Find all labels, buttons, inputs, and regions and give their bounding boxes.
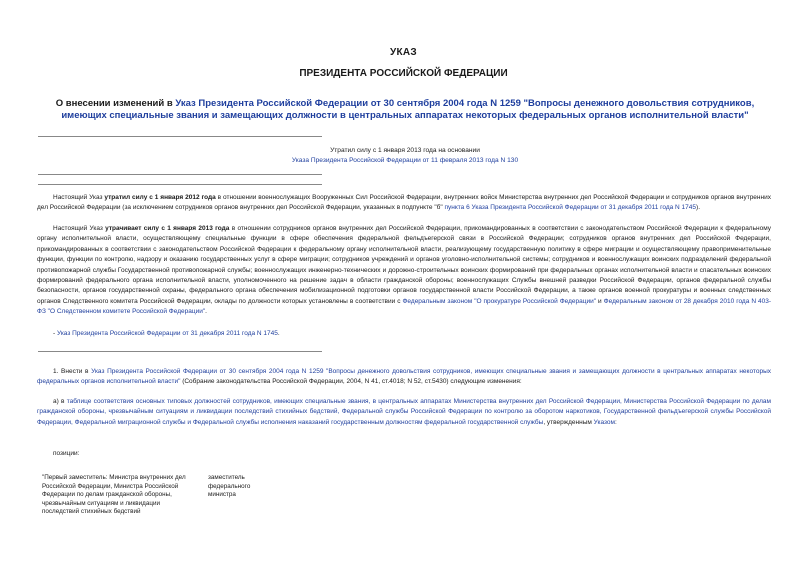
text: в отношении военнослужащих Вооруженных Сил Российской Федерации, внутренних войск Министерства внутренних дел Российской Федерации и сотрудников органов внутренних дел Российской Федерации (за исключением сотрудников органов внутренних дел Российской Федерации, указанных в подпункте "б" [37, 194, 771, 212]
bold-text: утратил силу с 1 января 2012 года [104, 194, 216, 201]
text: . [205, 308, 207, 316]
paragraph-item-a [37, 397, 771, 428]
table-cell-rank: заместитель федерального министра [208, 474, 251, 498]
text: позиции: [53, 450, 80, 457]
doc-title-prefix: О внесении изменений в [55, 98, 176, 109]
text: а) в [53, 398, 67, 405]
doc-issuer: ПРЕЗИДЕНТА РОССИЙСКОЙ ФЕДЕРАЦИИ [299, 68, 508, 79]
divider [38, 184, 322, 185]
paragraph-item-1 [37, 367, 771, 388]
divider [38, 136, 322, 137]
decree-1745-link[interactable]: пункта 6 Указа Президента Российской Федерации от 31 декабря 2011 года N 1745 [444, 204, 697, 212]
decree-1259-link[interactable]: Указ Президента Российской Федерации от 30 сентября 2004 года N 1259 "Вопросы денежного довольствия сотрудников, имеющих специальные звания и замещающих должности в центральных аппаратах некоторых федеральных органов исполнительной власти" [37, 368, 771, 386]
table-cell-position: "Первый заместитель: Министра внутренних дел Российской Федерации, Министра Российской Федерации по делам гражданской обороны, чрезвычайным ситуациям и ликвидации последствий стихийных бедствий [42, 474, 186, 515]
prosecutor-law-link[interactable]: Федеральным законом "О прокуратуре Российской Федерации" [402, 297, 597, 305]
text: в отношении сотрудников органов внутренних дел Российской Федерации, прикомандированных в соответствии с законодательством Российской Федерации к федеральному органу исполнительной власти, осуществляющему специальные функции в сфере обеспечения федеральной фельдъегерской связи в Российской Федерации; сотрудников органов внутренних дел Российской Федерации, прикомандированных в соответствии с законодательством Российской Федерации к федеральному органу исполнительной власти, реализующему государственную политику в сфере миграции и осуществляющему правоприменительные функции, функции по контролю, надзору и оказанию государственных услуг в сфере миграции; сотрудников учреждений и органов уголовно-исполнительной системы; сотрудников и военнослужащих воинских подразделений федеральной противопожарной службы Государственной противопожарной службы; военнослужащих инженерно-технических и дорожно-строительных воинских формирований при федеральных органах исполнительной власти и спасательных воинских формирований федерального органа исполнительной власти, уполномоченного на решение задач в области гражданской обороны; военнослужащих Службы внешней разведки Российской Федерации, органов федеральной службы безопасности, органов государственной охраны, федерального органа обеспечения мобилизационной подготовки органов государственной власти Российской Федерации, а также органов военной прокуратуры и военных следственных органов Следственного комитета Российской Федерации, оклады по должности которых установлены в соответствии с [37, 225, 771, 305]
text: ). [696, 204, 701, 212]
paragraph-expiry-2013 [37, 224, 771, 318]
text: : [615, 418, 617, 426]
status-note-link[interactable]: Указа Президента Российской Федерации от 11 февраля 2013 года N 130 [291, 157, 519, 164]
paragraph-expiry-2012 [37, 193, 771, 214]
doc-heading: УКАЗ [389, 47, 417, 58]
text: (Собрание законодательства Российской Федерации, 2004, N 41, ст.4018; N 52, ст.5430) следующие изменения: [180, 378, 522, 386]
text: Настоящий Указ [53, 194, 105, 201]
text: . [277, 330, 280, 337]
correspondence-table-link[interactable]: таблице соответствия основных типовых должностей сотрудников, имеющих специальные звания, в центральных аппаратах Министерства внутренних дел Российской Федерации, Министерства Российской Федерации по делам гражданской обороны, чрезвычайным ситуациям и ликвидации последствий стихийных бедствий, Федеральной службы Российской Федерации по контролю за оборотом наркотиков, Государственной фельдъегерской службы Российской Федерации, Федеральной миграционной службы и Федеральной службы исполнения наказаний государственным должностям федеральной государственной службы [37, 398, 771, 426]
doc-title [50, 98, 760, 121]
decree-1745-source-link[interactable]: Указ Президента Российской Федерации от 31 декабря 2011 года N 1745 [56, 330, 278, 337]
text: Настоящий Указ [53, 225, 106, 232]
investigative-committee-law-link[interactable]: Федеральным законом от 28 декабря 2010 года N 403-ФЗ "О Следственном комитете Российской Федерации" [37, 297, 771, 316]
bold-text: утрачивает силу с 1 января 2013 года [105, 225, 230, 232]
status-note-text: Утратил силу с 1 января 2013 года на основании [330, 147, 480, 154]
text: 1. Внести в [53, 368, 92, 375]
doc-title-link[interactable]: Указ Президента Российской Федерации от 30 сентября 2004 года N 1259 "Вопросы денежного довольствия сотрудников, имеющих специальные звания и замещающих должности в центральных аппаратах некоторых федеральных органов исполнительной власти" [61, 98, 755, 121]
paragraph-source [37, 329, 771, 339]
decree-link[interactable]: Указом [593, 418, 616, 426]
divider [38, 351, 322, 352]
text: , утвержденным [543, 418, 594, 426]
text: и [596, 297, 604, 305]
positions-label [37, 449, 771, 459]
text: - [53, 330, 57, 337]
divider [38, 174, 322, 175]
status-note [200, 146, 610, 166]
